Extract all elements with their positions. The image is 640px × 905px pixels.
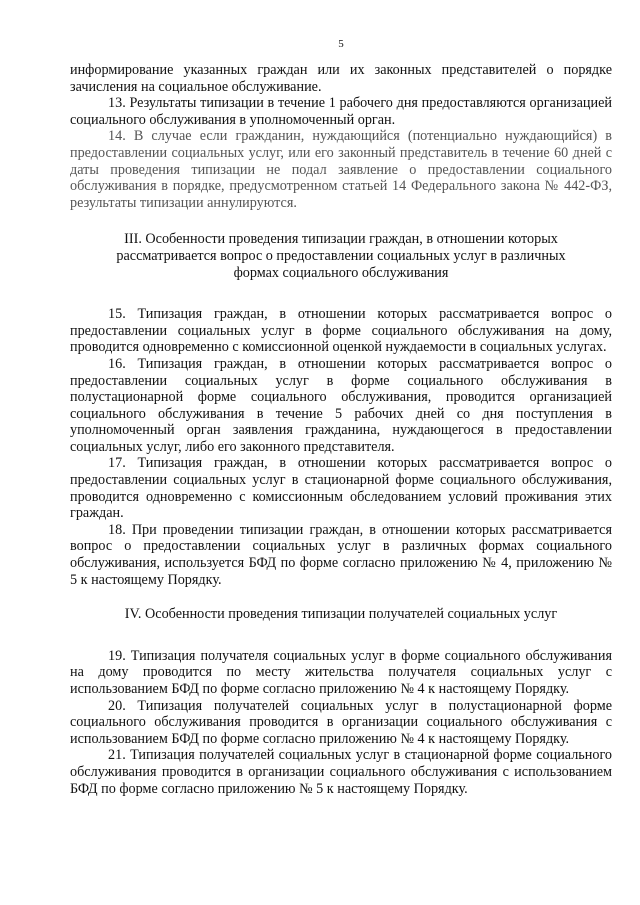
paragraph-13: 13. Результаты типизации в течение 1 рабочего дня предоставляются организацией социального обслуживания в уполномоченный орган. — [70, 95, 612, 128]
document-body — [70, 62, 612, 797]
paragraph-15: 15. Типизация граждан, в отношении которых рассматривается вопрос о предоставлении социальных услуг в форме социального обслуживания на дому, проводится одновременно с комиссионной оценкой нуждаемости в социальных услугах. — [70, 306, 612, 356]
section-3-heading: III. Особенности проведения типизации граждан, в отношении которых рассматривается вопрос о предоставлении социальных услуг в различных формах социального обслуживания — [116, 231, 566, 281]
page-number: 5 — [338, 38, 344, 50]
paragraph-16: 16. Типизация граждан, в отношении которых рассматривается вопрос о предоставлении социальных услуг в форме социального обслуживания в полустационарной форме социального обслуживания, проводится организацией социального обслуживания в течение 5 рабочих дней со дня поступления в уполномоченный орган заявления гражданина, нуждающегося в предоставлении социальных услуг, либо его законного представителя. — [70, 355, 612, 455]
paragraph-19: 19. Типизация получателя социальных услуг в форме социального обслуживания на дому проводится по месту жительства получателя социальных услуг с использованием БФД по форме согласно приложению № 4 к настоящему Порядку. — [70, 647, 612, 697]
paragraph-17: 17. Типизация граждан, в отношении которых рассматривается вопрос о предоставлении социальных услуг в стационарной форме социального обслуживания, проводится одновременно с комиссионным обследованием условий проживания этих граждан. — [70, 455, 612, 522]
paragraph-20: 20. Типизация получателей социальных услуг в полустационарной форме социального обслуживания проводится в организации социального обслуживания с использованием БФД по форме согласно приложению № 4 к настоящему Порядку. — [70, 697, 612, 747]
paragraph-continuation: информирование указанных граждан или их законных представителей о порядке зачисления на социальное обслуживание. — [70, 62, 612, 95]
section-4-heading: IV. Особенности проведения типизации получателей социальных услуг — [124, 606, 558, 623]
paragraph-18: 18. При проведении типизации граждан, в отношении которых рассматривается вопрос о предоставлении социальных услуг в различных формах социального обслуживания, используется БФД по форме согласно приложению № 4, приложению № 5 к настоящему Порядку. — [70, 521, 612, 588]
paragraph-14: 14. В случае если гражданин, нуждающийся (потенциально нуждающийся) в предоставлении социальных услуг, или его законный представитель в течение 60 дней с даты проведения типизации не подал заявление о предоставлении социального обслуживания в порядке, предусмотренном статьей 14 Федерального закона № 442-ФЗ, результаты типизации аннулируются. — [70, 128, 612, 211]
document-page — [70, 0, 612, 905]
paragraph-21: 21. Типизация получателей социальных услуг в стационарной форме социального обслуживания проводится в организации социального обслуживания с использованием БФД по форме согласно приложению № 5 к настоящему Порядку. — [70, 747, 612, 797]
